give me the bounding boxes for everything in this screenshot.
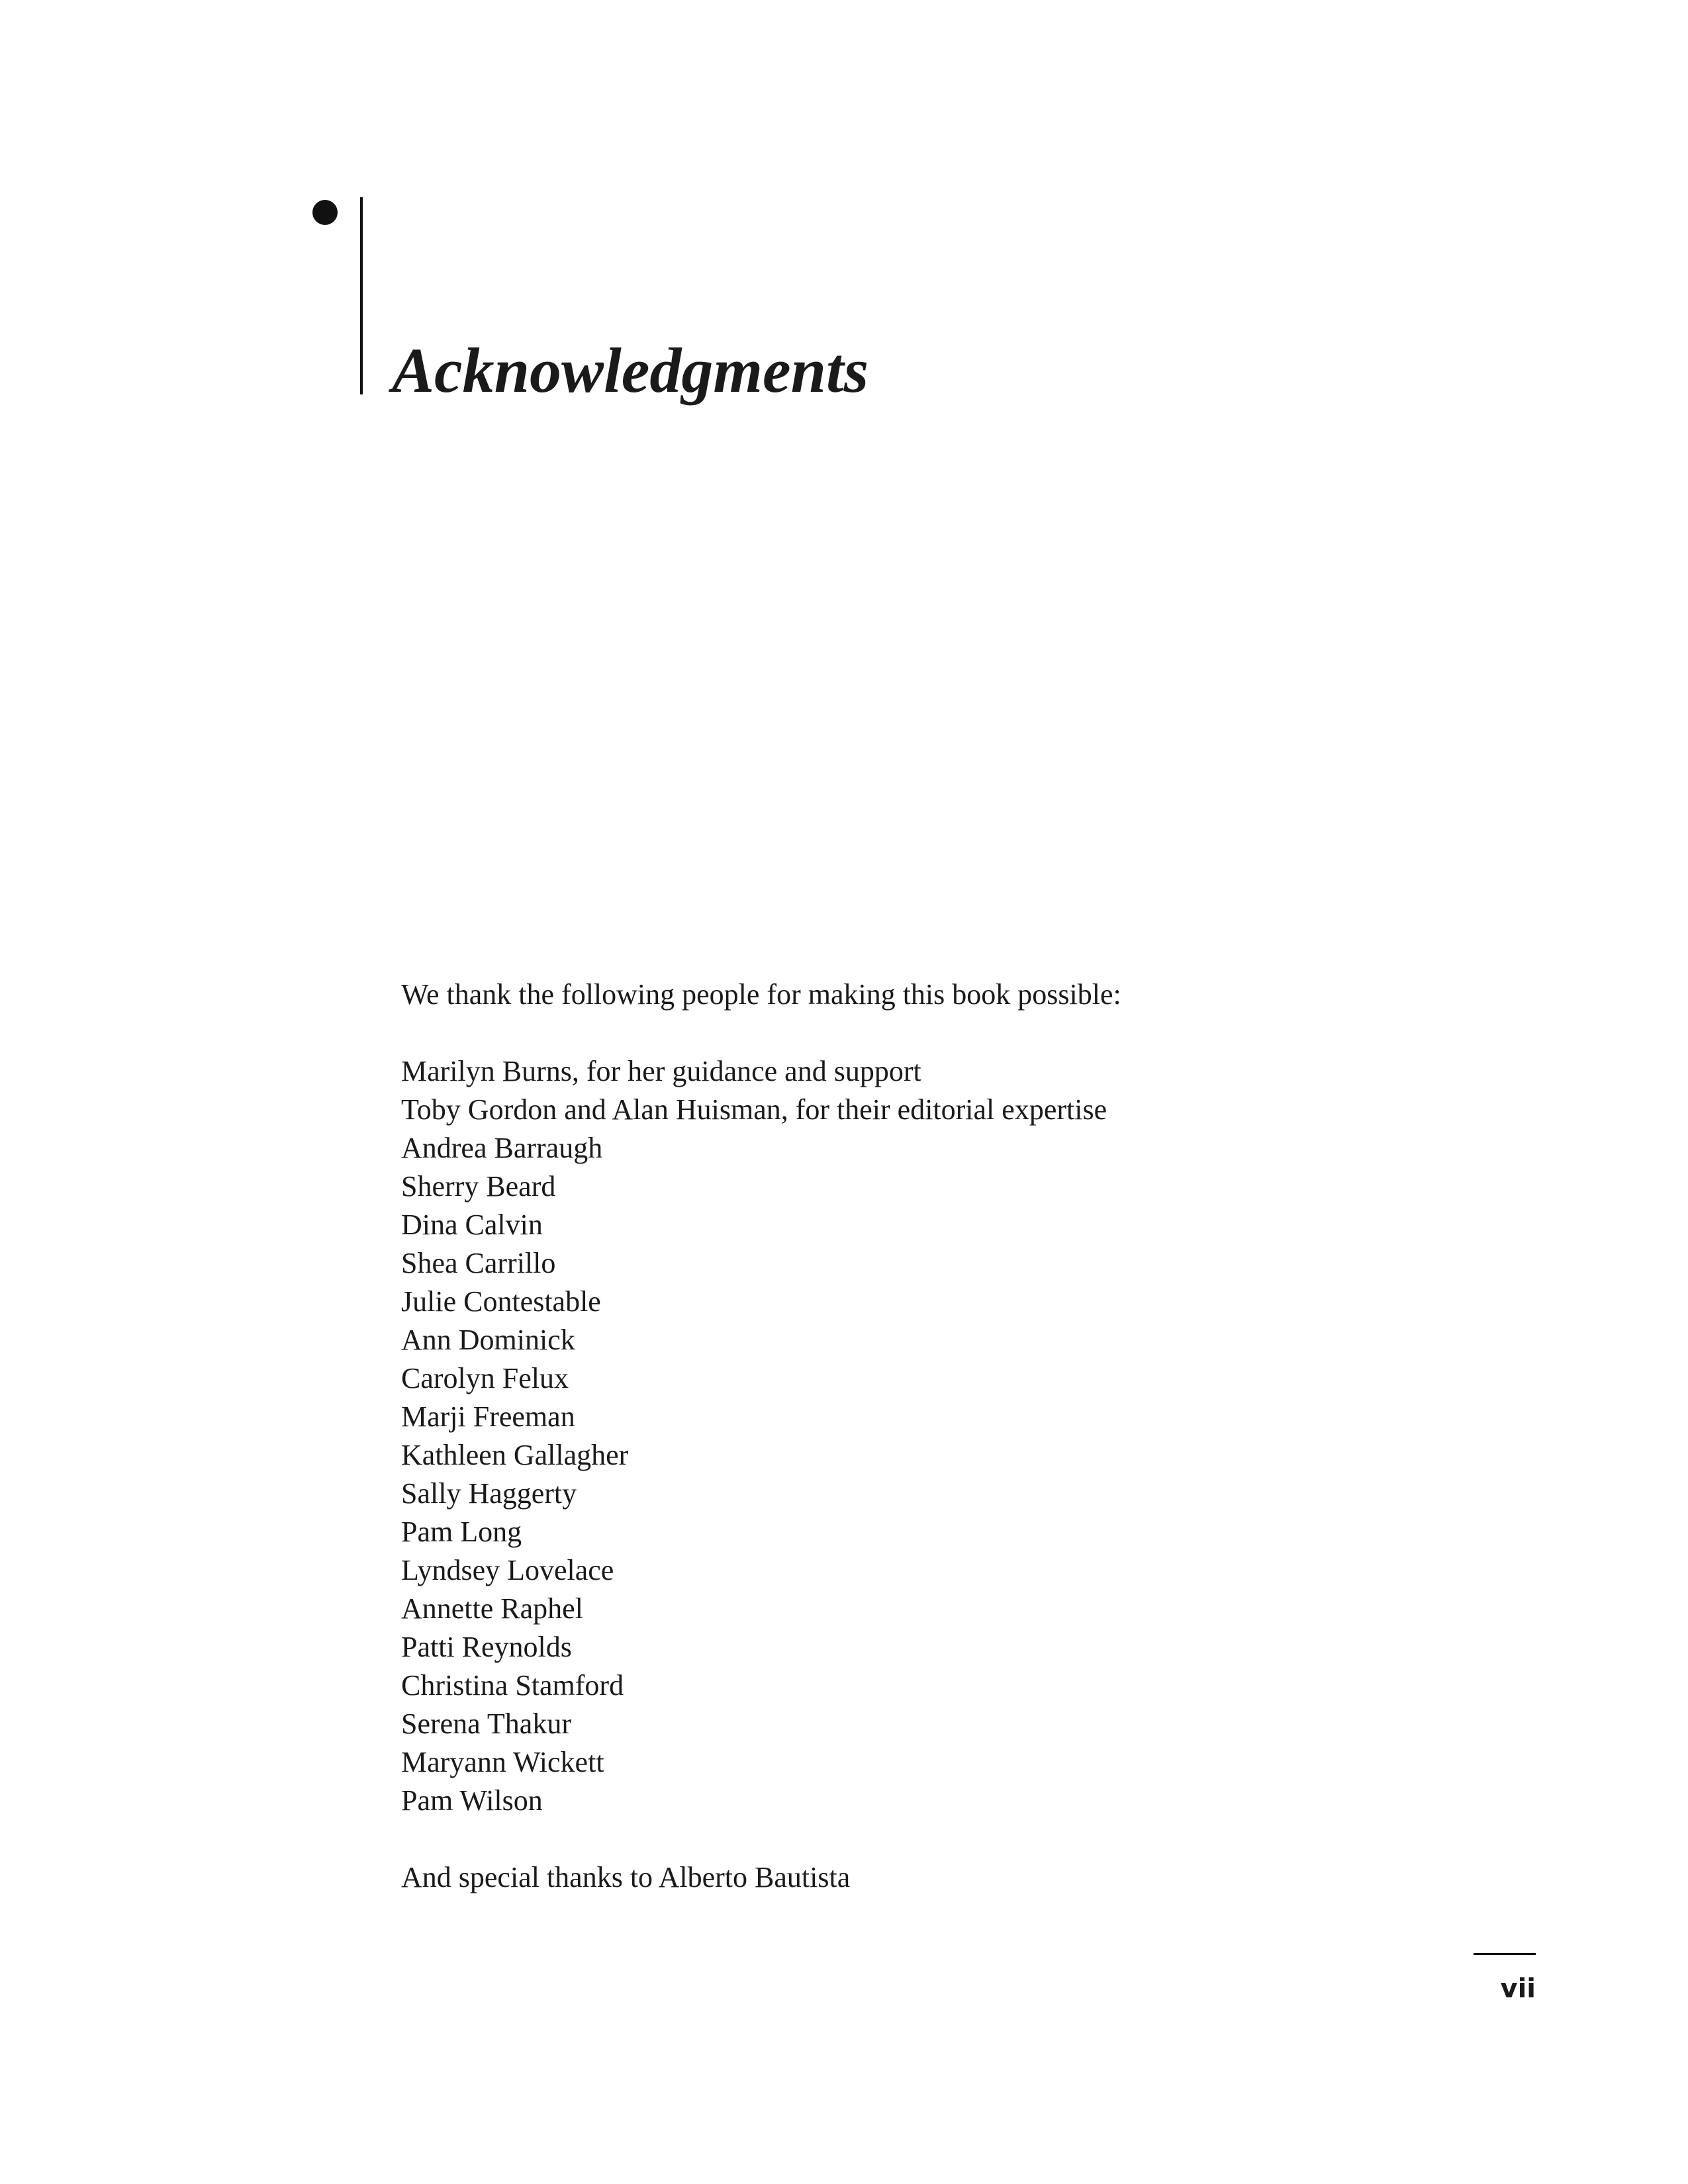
title-vertical-rule <box>360 197 363 394</box>
acknowledgment-entry: Serena Thakur <box>401 1707 571 1740</box>
acknowledgment-entry: Andrea Barraugh <box>401 1132 603 1164</box>
acknowledgment-entry: Dina Calvin <box>401 1208 543 1241</box>
acknowledgment-entry: Ann Dominick <box>401 1324 575 1356</box>
decorative-bullet-dot <box>312 200 338 225</box>
acknowledgment-entry: Lyndsey Lovelace <box>401 1554 614 1586</box>
acknowledgment-entry: Marji Freeman <box>401 1400 575 1433</box>
acknowledgment-entry: Kathleen Gallagher <box>401 1439 629 1471</box>
acknowledgment-entry: Pam Long <box>401 1516 522 1548</box>
page-number: vii <box>1500 1974 1536 2004</box>
intro-text: We thank the following people for making this book possible: <box>401 978 1121 1011</box>
acknowledgment-entry: Toby Gordon and Alan Huisman, for their editorial expertise <box>401 1093 1107 1126</box>
acknowledgment-entry: Maryann Wickett <box>401 1746 604 1778</box>
acknowledgments-list <box>401 1052 1394 1820</box>
page-title: Acknowledgments <box>392 335 869 406</box>
acknowledgment-entry: Pam Wilson <box>401 1784 543 1817</box>
special-thanks-text: And special thanks to Alberto Bautista <box>401 1861 851 1893</box>
acknowledgment-entry: Sherry Beard <box>401 1170 556 1203</box>
acknowledgment-entry: Shea Carrillo <box>401 1247 556 1279</box>
acknowledgment-entry: Carolyn Felux <box>401 1362 569 1394</box>
acknowledgment-entry: Christina Stamford <box>401 1669 624 1702</box>
acknowledgments-body <box>401 976 1394 1897</box>
acknowledgment-entry: Marilyn Burns, for her guidance and support <box>401 1055 921 1087</box>
page-number-rule <box>1474 1953 1536 1955</box>
acknowledgment-entry: Sally Haggerty <box>401 1477 577 1510</box>
acknowledgment-entry: Julie Contestable <box>401 1285 601 1318</box>
acknowledgment-entry: Patti Reynolds <box>401 1631 572 1663</box>
acknowledgment-entry: Annette Raphel <box>401 1592 583 1625</box>
